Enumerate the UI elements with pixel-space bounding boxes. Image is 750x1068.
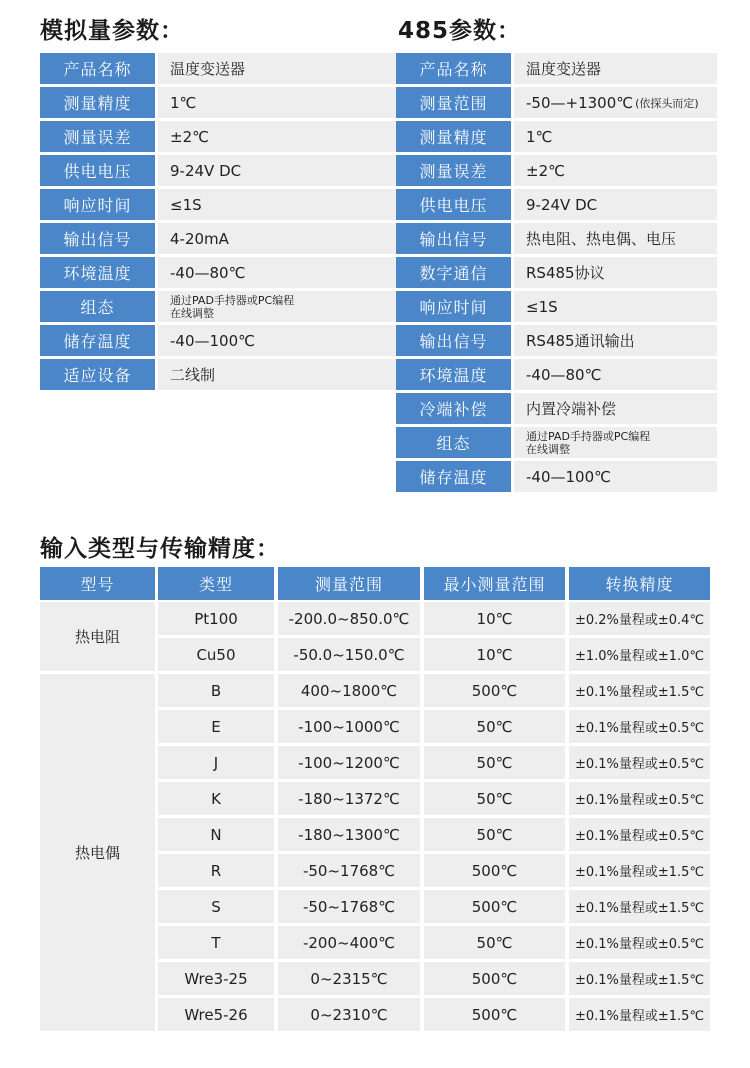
input-type-table: [40, 567, 710, 1032]
type-cell: J: [158, 746, 274, 779]
param-value: [158, 121, 399, 152]
min-range-cell: 10℃: [424, 638, 565, 671]
param-label: 储存温度: [40, 325, 155, 356]
param-label: 环境温度: [40, 257, 155, 288]
param-label: 输出信号: [40, 223, 155, 254]
param-row: [396, 189, 717, 220]
param-value: [158, 291, 399, 322]
type-cell: T: [158, 926, 274, 959]
type-cell: Wre3-25: [158, 962, 274, 995]
param-value: [514, 53, 717, 84]
param-value-text: RS485协议: [526, 264, 605, 282]
param-label: 组态: [396, 427, 511, 458]
min-range-cell: 50℃: [424, 782, 565, 815]
param-label: 测量范围: [396, 87, 511, 118]
param-value: [158, 155, 399, 186]
type-cell: K: [158, 782, 274, 815]
param-value-text: 通过PAD手持器或PC编程 在线调整: [526, 429, 651, 456]
param-value-text: -40—80℃: [170, 263, 246, 282]
param-value-text: 1℃: [170, 93, 197, 112]
param-value: [514, 257, 717, 288]
param-label: 适应设备: [40, 359, 155, 390]
range-cell: 0~2310℃: [278, 998, 420, 1031]
param-value-text: 内置冷端补偿: [526, 400, 617, 418]
param-value-text: 4-20mA: [170, 229, 229, 248]
range-cell: 0~2315℃: [278, 962, 420, 995]
param-label: 测量误差: [40, 121, 155, 152]
param-value: [158, 325, 399, 356]
param-value-text: -50—+1300℃: [526, 93, 634, 112]
param-value: [158, 87, 399, 118]
param-row: [40, 291, 399, 322]
param-value-text: -40—100℃: [526, 467, 611, 486]
param-value: [514, 223, 717, 254]
param-value-note: (依探头而定): [635, 96, 699, 110]
precision-cell: ±1.0%量程或±1.0℃: [569, 638, 710, 671]
param-row: [40, 121, 399, 152]
param-row: [396, 427, 717, 458]
type-cell: N: [158, 818, 274, 851]
param-row: [40, 325, 399, 356]
range-cell: -180~1300℃: [278, 818, 420, 851]
precision-cell: ±0.1%量程或±1.5℃: [569, 854, 710, 887]
param-row: [396, 87, 717, 118]
param-row: [40, 155, 399, 186]
param-value-text: 热电阻、热电偶、电压: [526, 230, 677, 248]
type-cell: Cu50: [158, 638, 274, 671]
param-value: [514, 121, 717, 152]
precision-cell: ±0.1%量程或±1.5℃: [569, 962, 710, 995]
param-label: 响应时间: [396, 291, 511, 322]
precision-cell: ±0.1%量程或±1.5℃: [569, 890, 710, 923]
param-row: [396, 325, 717, 356]
type-cell: E: [158, 710, 274, 743]
precision-cell: ±0.1%量程或±0.5℃: [569, 782, 710, 815]
precision-cell: ±0.2%量程或±0.4℃: [569, 602, 710, 635]
type-cell: S: [158, 890, 274, 923]
param-value-text: 9-24V DC: [170, 161, 242, 180]
param-label: 储存温度: [396, 461, 511, 492]
param-row: [396, 359, 717, 390]
range-cell: -200~400℃: [278, 926, 420, 959]
min-range-cell: 50℃: [424, 818, 565, 851]
param-label: 响应时间: [40, 189, 155, 220]
param-label: 产品名称: [396, 53, 511, 84]
param-label: 输出信号: [396, 223, 511, 254]
range-cell: -50~1768℃: [278, 890, 420, 923]
param-row: [396, 257, 717, 288]
param-value: [514, 393, 717, 424]
param-row: [40, 359, 399, 390]
param-label: 产品名称: [40, 53, 155, 84]
param-value-text: 温度变送器: [170, 60, 246, 78]
min-range-cell: 500℃: [424, 998, 565, 1031]
param-value: [514, 189, 717, 220]
range-cell: -50~1768℃: [278, 854, 420, 887]
param-value-text: ±2℃: [526, 161, 565, 180]
param-label: 组态: [40, 291, 155, 322]
param-value-text: -40—100℃: [170, 331, 255, 350]
param-row: [40, 257, 399, 288]
precision-cell: ±0.1%量程或±1.5℃: [569, 998, 710, 1031]
param-value: [158, 359, 399, 390]
param-label: 数字通信: [396, 257, 511, 288]
param-row: [396, 121, 717, 152]
param-row: [396, 155, 717, 186]
param-value-text: 二线制: [170, 366, 216, 384]
table-header-cell: 转换精度: [569, 567, 710, 600]
param-value: [158, 189, 399, 220]
param-value: [514, 461, 717, 492]
param-value-text: ±2℃: [170, 127, 209, 146]
param-value: [514, 325, 717, 356]
param-label: 冷端补偿: [396, 393, 511, 424]
param-row: [396, 393, 717, 424]
param-value-text: ≤1S: [170, 195, 202, 214]
precision-cell: ±0.1%量程或±0.5℃: [569, 926, 710, 959]
param-value: [514, 155, 717, 186]
param-label: 输出信号: [396, 325, 511, 356]
precision-cell: ±0.1%量程或±1.5℃: [569, 674, 710, 707]
param-label: 测量精度: [40, 87, 155, 118]
param-value-text: RS485通讯输出: [526, 332, 635, 350]
min-range-cell: 500℃: [424, 854, 565, 887]
range-cell: 400~1800℃: [278, 674, 420, 707]
param-value: [514, 359, 717, 390]
range-cell: -180~1372℃: [278, 782, 420, 815]
param-label: 供电电压: [40, 155, 155, 186]
table-header-cell: 最小测量范围: [424, 567, 565, 600]
min-range-cell: 50℃: [424, 746, 565, 779]
table-header-cell: 型号: [40, 567, 155, 600]
param-value-text: 温度变送器: [526, 60, 602, 78]
group-name-cell: 热电偶: [40, 674, 155, 1031]
precision-cell: ±0.1%量程或±0.5℃: [569, 710, 710, 743]
param-value-text: ≤1S: [526, 297, 558, 316]
type-cell: B: [158, 674, 274, 707]
param-value: [514, 291, 717, 322]
min-range-cell: 500℃: [424, 674, 565, 707]
range-cell: -200.0~850.0℃: [278, 602, 420, 635]
param-row: [40, 223, 399, 254]
input-section-title: 输入类型与传输精度：: [40, 536, 280, 562]
param-value: [514, 427, 717, 458]
param-value-text: 9-24V DC: [526, 195, 598, 214]
param-value: [514, 87, 717, 118]
analog-param-table: [40, 53, 399, 393]
rs485-section-title: 485参数：: [398, 18, 522, 44]
param-row: [40, 53, 399, 84]
param-row: [396, 461, 717, 492]
param-value-text: 通过PAD手持器或PC编程 在线调整: [170, 293, 295, 320]
range-cell: -100~1000℃: [278, 710, 420, 743]
min-range-cell: 500℃: [424, 890, 565, 923]
rs485-param-table: [396, 53, 717, 495]
min-range-cell: 10℃: [424, 602, 565, 635]
param-row: [40, 87, 399, 118]
min-range-cell: 500℃: [424, 962, 565, 995]
table-header-cell: 类型: [158, 567, 274, 600]
param-row: [396, 291, 717, 322]
param-label: 环境温度: [396, 359, 511, 390]
analog-section-title: 模拟量参数：: [40, 18, 184, 44]
param-value: [158, 53, 399, 84]
param-value: [158, 257, 399, 288]
param-row: [396, 53, 717, 84]
type-cell: Pt100: [158, 602, 274, 635]
param-label: 测量误差: [396, 155, 511, 186]
param-row: [40, 189, 399, 220]
param-value-text: 1℃: [526, 127, 553, 146]
group-name-cell: 热电阻: [40, 602, 155, 671]
param-label: 测量精度: [396, 121, 511, 152]
param-label: 供电电压: [396, 189, 511, 220]
precision-cell: ±0.1%量程或±0.5℃: [569, 818, 710, 851]
range-cell: -100~1200℃: [278, 746, 420, 779]
param-row: [396, 223, 717, 254]
range-cell: -50.0~150.0℃: [278, 638, 420, 671]
table-header-cell: 测量范围: [278, 567, 420, 600]
type-cell: R: [158, 854, 274, 887]
type-cell: Wre5-26: [158, 998, 274, 1031]
param-value: [158, 223, 399, 254]
precision-cell: ±0.1%量程或±0.5℃: [569, 746, 710, 779]
min-range-cell: 50℃: [424, 926, 565, 959]
min-range-cell: 50℃: [424, 710, 565, 743]
param-value-text: -40—80℃: [526, 365, 602, 384]
